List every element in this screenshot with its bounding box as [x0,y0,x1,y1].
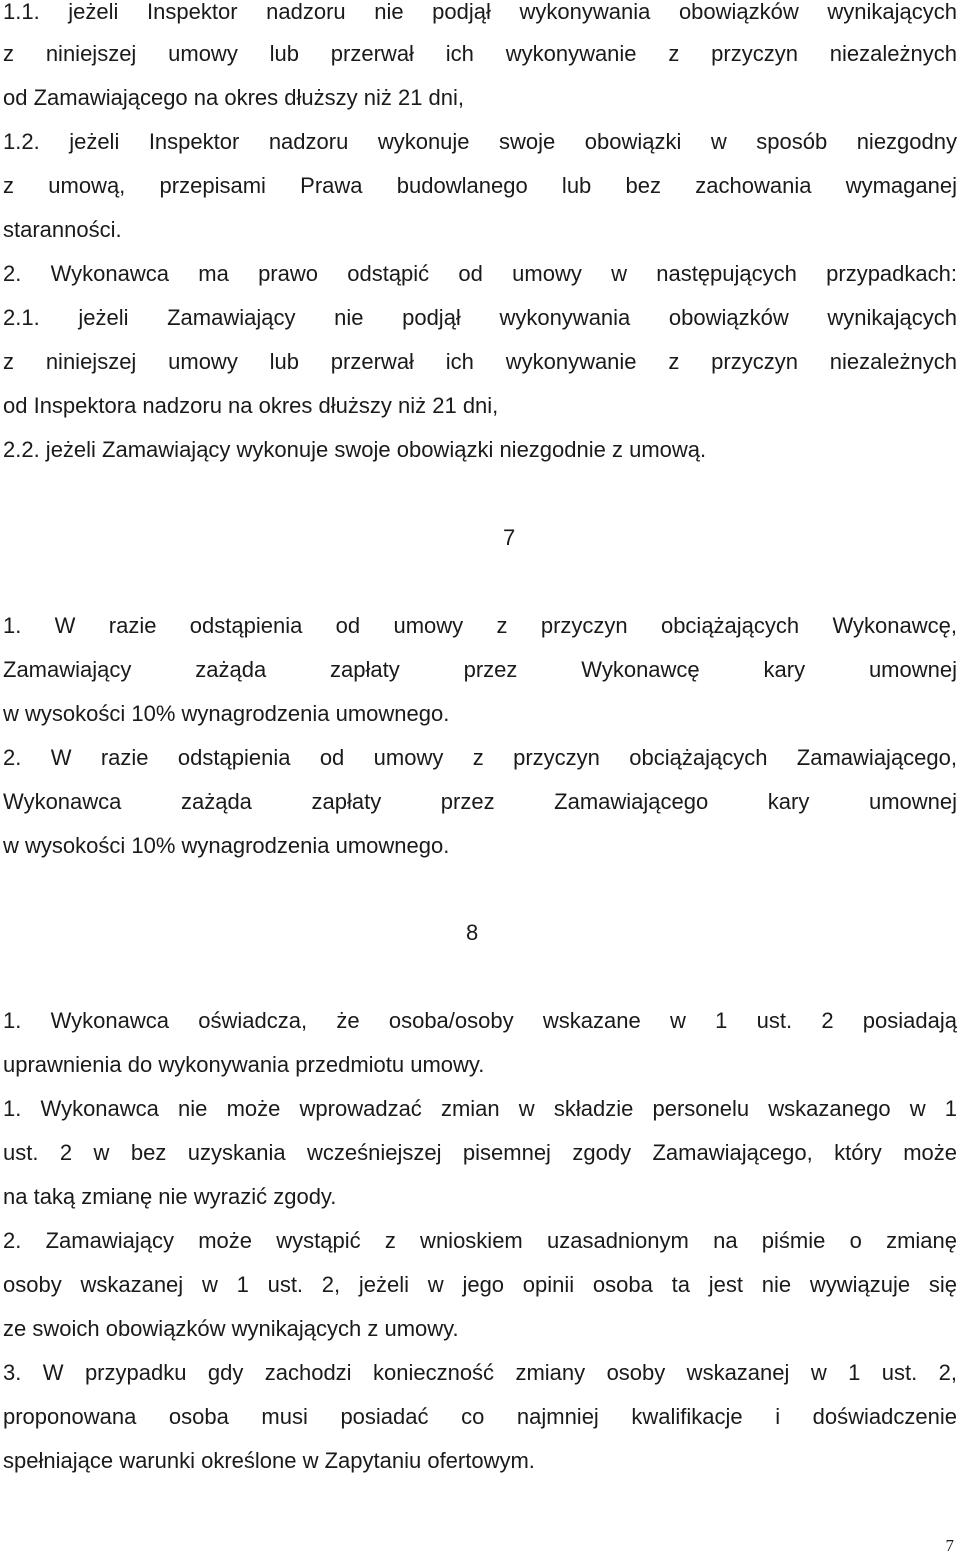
text-line: 2. Zamawiający może wystąpić z wnioskiem uzasadnionym na piśmie o zmianę [3,1228,957,1253]
text-line: uprawnienia do wykonywania przedmiotu umowy. [3,1052,485,1077]
text-line: spełniające warunki określone w Zapytaniu ofertowym. [3,1448,535,1473]
text-line: staranności. [3,217,122,242]
text-line: 1.2. jeżeli Inspektor nadzoru wykonuje swoje obowiązki w sposób niezgodny [3,129,957,154]
text-line: w wysokości 10% wynagrodzenia umownego. [3,833,450,858]
text-line: 1. Wykonawca nie może wprowadzać zmian w składzie personelu wskazanego w 1 [3,1096,957,1121]
text-line: Zamawiający zażąda zapłaty przez Wykonawcę kary umownej [3,657,957,682]
text-line: z niniejszej umowy lub przerwał ich wykonywanie z przyczyn niezależnych [3,41,957,66]
text-line: z niniejszej umowy lub przerwał ich wykonywanie z przyczyn niezależnych [3,349,957,374]
text-line: osoby wskazanej w 1 ust. 2, jeżeli w jego opinii osoba ta jest nie wywiązuje się [3,1272,957,1297]
text-line: od Inspektora nadzoru na okres dłuższy niż 21 dni, [3,393,499,418]
text-line: 1. Wykonawca oświadcza, że osoba/osoby wskazane w 1 ust. 2 posiadają [3,1008,957,1033]
page-number: 7 [945,1536,954,1555]
text-line: w wysokości 10% wynagrodzenia umownego. [3,701,450,726]
text-line: ust. 2 w bez uzyskania wcześniejszej pisemnej zgody Zamawiającego, który może [3,1140,957,1165]
section-heading: 8 [466,920,479,945]
text-line: ze swoich obowiązków wynikających z umowy. [3,1316,459,1341]
text-line: 2. W razie odstąpienia od umowy z przyczyn obciążających Zamawiającego, [3,745,957,770]
text-line: 3. W przypadku gdy zachodzi konieczność zmiany osoby wskazanej w 1 ust. 2, [3,1360,957,1385]
text-line: 2. Wykonawca ma prawo odstąpić od umowy w następujących przypadkach: [3,261,957,286]
section-heading: 7 [503,525,516,550]
text-line: z umową, przepisami Prawa budowlanego lub bez zachowania wymaganej [3,173,957,198]
text-line: 1.1. jeżeli Inspektor nadzoru nie podjął wykonywania obowiązków wynikających [3,0,957,24]
text-line: 1. W razie odstąpienia od umowy z przyczyn obciążających Wykonawcę, [3,613,957,638]
text-line: 2.2. jeżeli Zamawiający wykonuje swoje obowiązki niezgodnie z umową. [3,437,707,462]
text-line: od Zamawiającego na okres dłuższy niż 21 dni, [3,85,465,110]
text-line: proponowana osoba musi posiadać co najmniej kwalifikacje i doświadczenie [3,1404,957,1429]
text-line: Wykonawca zażąda zapłaty przez Zamawiającego kary umownej [3,789,957,814]
text-line: 2.1. jeżeli Zamawiający nie podjął wykonywania obowiązków wynikających [3,305,957,330]
text-line: na taką zmianę nie wyrazić zgody. [3,1184,337,1209]
